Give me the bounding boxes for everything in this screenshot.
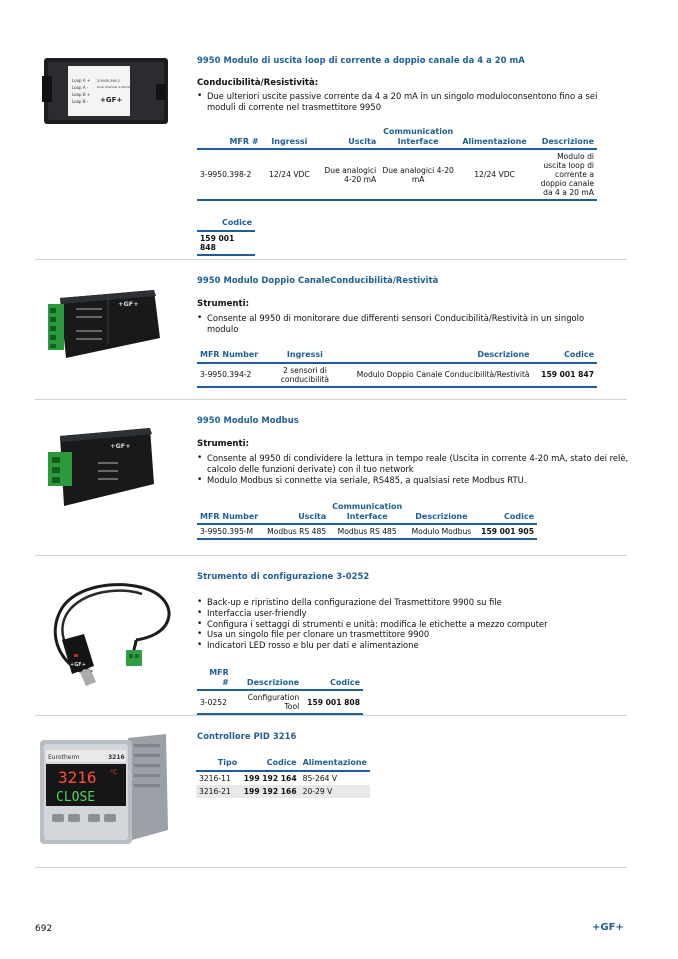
device-logo: +GF+ [70,662,86,668]
header-codice: Codice [533,349,597,363]
dual-channel-conductivity-module-image [46,284,164,368]
device-logo: +GF+ [110,442,131,450]
header-codice: Codice [478,501,537,524]
section-divider [35,399,627,400]
section4-bullet: • Usa un singolo file per clonare un trasmettitore 9900 [197,629,617,640]
modbus-module-image [44,422,156,514]
section1-spec-table [197,126,597,201]
table-header-row [197,667,363,690]
section1-title: 9950 Modulo di uscita loop di corrente a doppio canale da 4 a 20 mA [197,55,525,65]
section1-subhead: Conducibilità/Resistività: [197,78,319,88]
section3-bullet: • Modulo Modbus si connette via seriale, RS485, a qualsiasi rete Modbus RTU. [197,475,629,486]
section4-title: Strumento di configurazione 3-0252 [197,571,370,581]
header-alimentazione: Alimentazione [300,757,370,771]
device-brand: Eurotherm [48,754,80,761]
section5-spec-table [196,757,370,798]
cell-descrizione: Modulo di uscita loop di corrente a doppio canale da 4 a 20 mA [532,149,597,200]
cell-communication: Due analogici 4-20 mA [379,149,457,200]
device-model: 3216 [108,754,125,761]
section2-spec-table [197,349,597,388]
section3-spec-table [197,501,537,540]
table-row [197,524,537,539]
header-communication: Communication Interface [329,501,405,524]
section4-bullet: • Configura i settaggi di strumenti e unità: modifica le etichette a mezzo computer [197,619,617,630]
table-row [197,690,363,714]
device-label-loop-a-minus: Loop A - [72,85,89,90]
page-number: 692 [35,924,53,934]
section1-code-table [197,217,255,256]
header-descrizione: Descrizione [405,501,477,524]
section-divider [35,867,627,868]
table-row [197,149,597,200]
section4-bullet: • Indicatori LED rosso e blu per dati e alimentazione [197,640,617,651]
device-label-model: 3-9950.398-2 [97,79,120,83]
dual-channel-current-module-image [42,54,170,128]
pid-controller-image [38,732,170,850]
header-tipo: Tipo [196,757,240,771]
section3-bullets [197,453,629,485]
section1-bullet: • Due ulteriori uscite passive corrente da 4 a 20 mA in un singolo moduloconsentono fino a sei moduli di corrente nel trasmettitore 9950 [197,91,622,113]
cell-codice: 159 001 808 [302,690,363,714]
cell-ingressi: 2 sensori di conducibilità [268,363,343,387]
section3-title: 9950 Modulo Modbus [197,415,299,425]
header-mfr-number: MFR Number [197,501,263,524]
cell-codice: 159 001 905 [478,524,537,539]
cell-alimentazione: 12/24 VDC [457,149,532,200]
device-label-loop-b-minus: Loop B - [72,99,89,104]
table-header-row [197,501,537,524]
section4-bullets [197,597,617,651]
cell-descrizione: Configuration Tool [232,690,302,714]
section-divider [35,259,627,260]
table-header-row [197,126,597,149]
gf-logo: +GF+ [592,922,624,933]
section2-subhead: Strumenti: [197,299,250,309]
header-codice: Codice [302,667,363,690]
device-label-desc: Dual Channel 4-20mA [97,85,130,89]
configuration-tool-image [40,574,180,692]
cell-alimentazione: 20-29 V [302,786,333,796]
header-uscita: Uscita [263,501,330,524]
device-label-loop-b-plus: Loop B + [72,92,91,97]
section-divider [35,715,627,716]
cell-mfr: 3-0252 [197,690,232,714]
cell-mfr: 3-9950.398-2 [197,149,262,200]
cell-communication: Modbus RS 485 [329,524,405,539]
section4-bullet: • Interfaccia user-friendly [197,608,617,619]
cell-codice: 199 192 164 [243,773,297,783]
table-row [196,785,370,798]
section3-subhead: Strumenti: [197,439,250,449]
cell-codice: 159 001 847 [533,363,597,387]
display-unit: °C [110,769,118,776]
table-header-row [197,349,597,363]
device-label-loop-a-plus: Loop A + [72,78,91,83]
table-row [197,363,597,387]
header-descrizione: Descrizione [342,349,532,363]
section1-bullets [197,91,622,113]
header-alimentazione: Alimentazione [457,126,532,149]
header-mfr: MFR # [197,667,232,690]
header-codice: Codice [197,217,255,231]
header-communication: Communication Interface [379,126,457,149]
header-descrizione: Descrizione [532,126,597,149]
section-divider [35,555,627,556]
cell-tipo: 3216-21 [199,786,231,796]
cell-descrizione: Modulo Modbus [405,524,477,539]
cell-mfr: 3-9950.395-M [197,524,263,539]
header-mfr-number: MFR Number [197,349,268,363]
cell-codice: 199 192 166 [243,786,297,796]
section4-bullet: • Back-up e ripristino della configurazione del Trasmettitore 9900 su file [197,597,617,608]
header-mfr: MFR # [197,126,262,149]
header-descrizione: Descrizione [232,667,302,690]
section4-spec-table [197,667,363,715]
table-row [196,771,370,785]
device-logo: +GF+ [118,300,139,308]
header-uscita: Uscita [317,126,379,149]
device-logo: +GF+ [100,96,123,104]
section5-title: Controllore PID 3216 [197,731,297,741]
section2-bullets [197,313,617,335]
cell-mfr: 3-9950.394-2 [197,363,268,387]
table-header-row [196,757,370,771]
header-ingressi: Ingressi [262,126,318,149]
section3-bullet: • Consente al 9950 di condividere la lettura in tempo reale (Uscita in corrente 4-20 mA, stato dei relè, calcolo delle funzioni derivate) con il tuo network [197,453,629,475]
display-top: 3216 [58,768,97,787]
header-codice: Codice [240,757,299,771]
cell-tipo: 3216-11 [199,773,231,783]
section2-bullet: • Consente al 9950 di monitorare due differenti sensori Conducibilità/Restività in un singolo modulo [197,313,617,335]
section2-title: 9950 Modulo Doppio CanaleConducibilità/Restività [197,275,439,285]
cell-uscita: Due analogici 4-20 mA [317,149,379,200]
cell-codice: 159 001 848 [197,231,255,255]
cell-ingressi: 12/24 VDC [262,149,318,200]
header-ingressi: Ingressi [268,349,343,363]
cell-uscita: Modbus RS 485 [263,524,330,539]
cell-alimentazione: 85-264 V [302,773,338,783]
cell-descrizione: Modulo Doppio Canale Conducibilità/Restività [342,363,532,387]
display-bottom: CLOSE [56,790,96,805]
